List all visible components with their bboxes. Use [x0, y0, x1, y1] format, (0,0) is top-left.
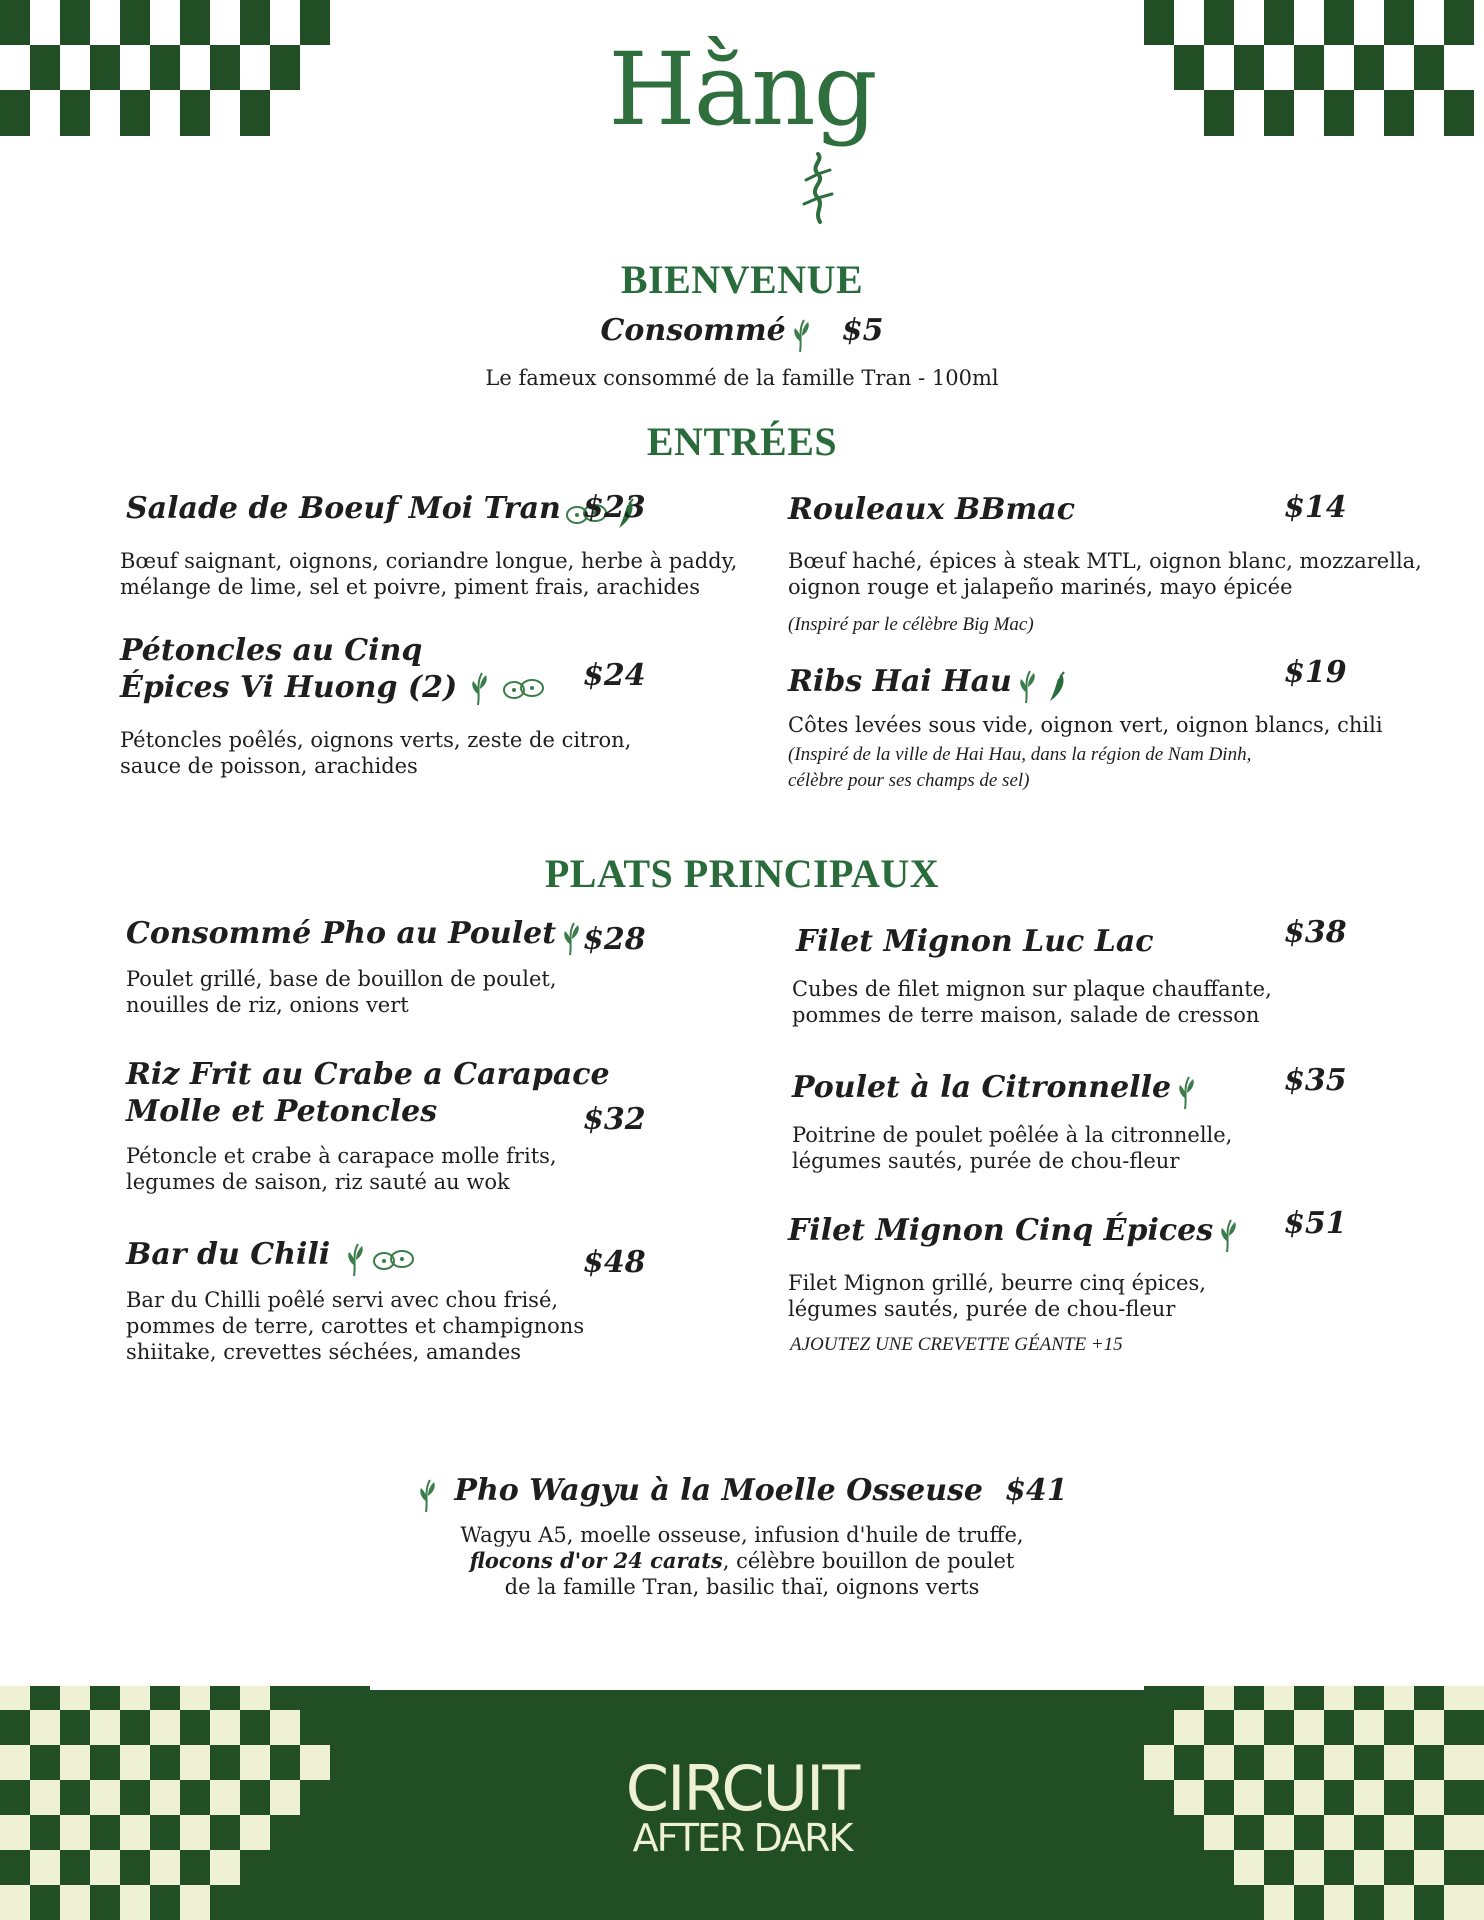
desc-line: de la famille Tran, basilic thaï, oignons verts [504, 1575, 980, 1599]
desc-text: , célèbre bouillon de poulet [722, 1549, 1015, 1573]
desc-line: Pétoncles poêlés, oignons verts, zeste de citron, [120, 728, 632, 752]
peanut-icon [372, 1247, 416, 1273]
dish-price: $48 [583, 1245, 646, 1280]
desc-line: Pétoncle et crabe à carapace molle frits, [126, 1144, 557, 1168]
dish-name: Molle et Petoncles [126, 1094, 438, 1129]
dish-description [0, 1522, 1484, 1600]
desc-line: Bœuf saignant, oignons, coriandre longue, herbe à paddy, [120, 549, 738, 573]
menu-item-bar-chili [126, 1236, 416, 1278]
desc-line: mélange de lime, sel et poivre, piment frais, arachides [120, 575, 700, 599]
herb-icon [1175, 1075, 1199, 1111]
menu-item-ribs [788, 663, 1070, 705]
menu-item-consomme [0, 312, 1484, 354]
herb-icon [468, 671, 492, 707]
dish-name: Riz Frit au Crabe a Carapace [126, 1057, 610, 1092]
menu-item-consomme-pho [126, 915, 584, 957]
desc-line: légumes sautés, purée de chou-fleur [792, 1149, 1180, 1173]
desc-line: Filet Mignon grillé, beurre cinq épices, [788, 1271, 1206, 1295]
restaurant-logo: Hằng [608, 31, 876, 148]
gecko-icon [796, 150, 842, 226]
dish-price: $14 [1284, 490, 1347, 525]
dish-description [792, 1122, 1232, 1174]
dish-name: Pétoncles au Cinq [120, 633, 423, 668]
desc-line: légumes sautés, purée de chou-fleur [788, 1297, 1176, 1321]
dish-description [792, 976, 1272, 1028]
dish-description [788, 1270, 1206, 1322]
desc-line: pommes de terre maison, salade de cresson [792, 1003, 1260, 1027]
dish-name: Pho Wagyu à la Moelle Osseuse [454, 1473, 983, 1508]
herb-icon [790, 318, 814, 354]
desc-line: Poulet grillé, base de bouillon de poulet, [126, 967, 557, 991]
section-title-entrees: ENTRÉES [646, 419, 838, 464]
note-line: célèbre pour ses champs de sel) [788, 770, 1030, 791]
menu-item-filet-cinq-epices [788, 1212, 1241, 1254]
desc-line: shiitake, crevettes séchées, amandes [126, 1340, 522, 1364]
dish-description [120, 727, 631, 779]
menu-item-salade-boeuf [126, 490, 639, 530]
herb-icon [344, 1242, 368, 1278]
dish-note [788, 742, 1251, 794]
dish-price: $24 [583, 658, 646, 693]
herb-icon [1016, 669, 1040, 705]
menu-item-riz-frit [126, 1056, 610, 1130]
brand-line-2: AFTER DARK [632, 1816, 852, 1860]
section-title-bienvenue: BIENVENUE [620, 257, 864, 302]
dish-name: Ribs Hai Hau [788, 664, 1012, 699]
desc-line: Wagyu A5, moelle osseuse, infusion d'huile de truffe, [460, 1523, 1024, 1547]
dish-price: $35 [1284, 1063, 1347, 1098]
dish-name-line-2 [120, 669, 546, 707]
dish-description: Côtes levées sous vide, oignon vert, oignon blancs, chili [788, 713, 1383, 737]
herb-icon [560, 921, 584, 957]
desc-highlight: flocons d'or 24 carats [469, 1548, 723, 1573]
dish-note: AJOUTEZ UNE CREVETTE GÉANTE +15 [790, 1334, 1123, 1355]
dish-name: Épices Vi Huong (2) [120, 670, 458, 705]
desc-line: Cubes de filet mignon sur plaque chauffante, [792, 977, 1272, 1001]
desc-line: Poitrine de poulet poêlée à la citronnelle, [792, 1123, 1233, 1147]
dish-price: $23 [583, 490, 646, 525]
desc-line: sauce de poisson, arachides [120, 754, 418, 778]
dish-description: Le fameux consommé de la famille Tran - 100ml [485, 366, 999, 390]
menu-item-luc-lac: Filet Mignon Luc Lac [796, 924, 1154, 959]
desc-line: legumes de saison, riz sauté au wok [126, 1170, 510, 1194]
desc-line: nouilles de riz, onions vert [126, 993, 409, 1017]
dish-price: $38 [1284, 915, 1347, 950]
dish-description [126, 966, 557, 1018]
herb-icon [416, 1478, 440, 1514]
dish-name: Poulet à la Citronnelle [792, 1070, 1172, 1105]
dish-description [126, 1143, 557, 1195]
chili-pepper-icon [1044, 671, 1070, 703]
dish-price: $51 [1284, 1206, 1347, 1241]
dish-price: $41 [1004, 1473, 1068, 1508]
peanut-icon [502, 676, 546, 702]
desc-line [0, 1548, 1484, 1574]
dish-description [126, 1287, 584, 1365]
dish-price: $32 [583, 1102, 646, 1137]
dish-name: Bar du Chili [126, 1237, 331, 1272]
section-title-plats: PLATS PRINCIPAUX [544, 851, 940, 896]
menu-item-poulet-citronnelle [792, 1069, 1199, 1111]
dish-description [120, 548, 737, 600]
menu-item-petoncles [120, 632, 546, 707]
dish-name: Consommé [600, 313, 786, 348]
desc-line: Bar du Chilli poêlé servi avec chou frisé, [126, 1288, 559, 1312]
desc-line: pommes de terre, carottes et champignons [126, 1314, 585, 1338]
desc-line: oignon rouge et jalapeño marinés, mayo épicée [788, 575, 1293, 599]
dish-description [788, 548, 1422, 600]
dish-name: Salade de Boeuf Moi Tran [126, 491, 561, 526]
dish-price: $19 [1284, 655, 1347, 690]
dish-note: (Inspiré par le célèbre Big Mac) [788, 614, 1034, 635]
brand-line-1: CIRCUIT [625, 1752, 859, 1825]
note-line: (Inspiré de la ville de Hai Hau, dans la région de Nam Dinh, [788, 744, 1252, 765]
dish-name: Consommé Pho au Poulet [126, 916, 557, 951]
dish-name: Filet Mignon Cinq Épices [788, 1213, 1214, 1248]
dish-price: $28 [583, 922, 646, 957]
desc-line: Bœuf haché, épices à steak MTL, oignon blanc, mozzarella, [788, 549, 1422, 573]
menu-item-pho-wagyu [0, 1472, 1484, 1514]
herb-icon [1217, 1218, 1241, 1254]
dish-price: $5 [841, 313, 884, 348]
menu-item-rouleaux: Rouleaux BBmac [788, 492, 1075, 527]
